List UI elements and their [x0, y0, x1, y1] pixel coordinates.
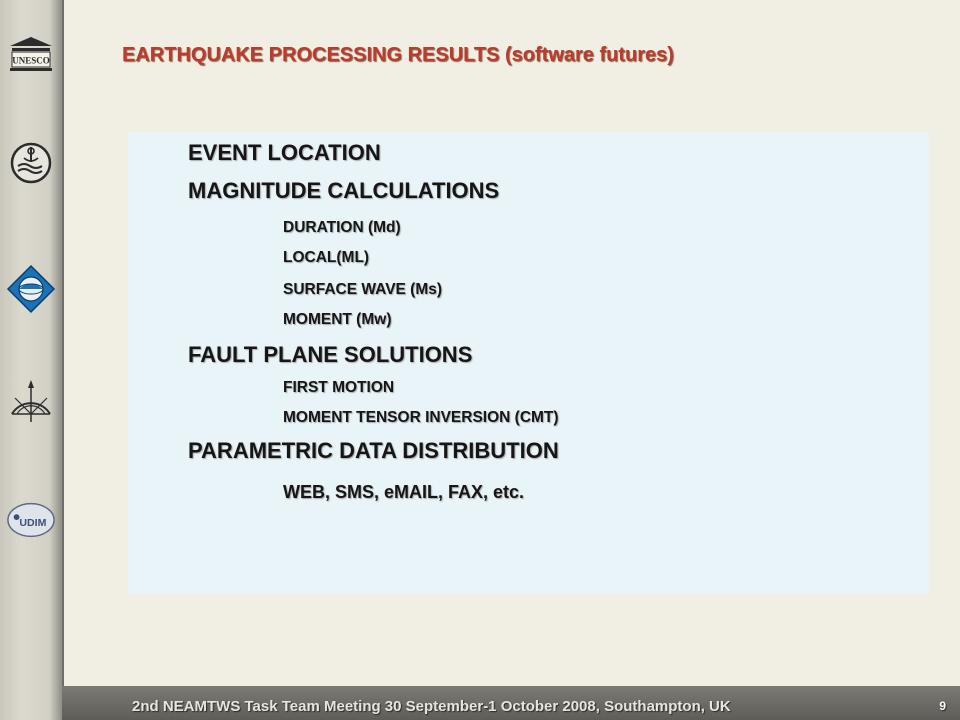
item-fault-plane-solutions: FAULT PLANE SOLUTIONS	[188, 342, 473, 367]
compass-logo	[6, 378, 56, 424]
ioc-logo	[6, 140, 56, 186]
item-first-motion: FIRST MOTION	[283, 379, 395, 396]
item-parametric-data-distribution: PARAMETRIC DATA DISTRIBUTION	[188, 438, 559, 463]
item-moment: MOMENT (Mw)	[283, 311, 392, 328]
page-number: 9	[939, 699, 946, 713]
item-distribution-channels: WEB, SMS, eMAIL, FAX, etc.	[283, 482, 525, 502]
diamond-globe-logo	[6, 266, 56, 312]
footer-bar	[62, 686, 960, 720]
udim-logo	[6, 497, 56, 543]
footer-text: 2nd NEAMTWS Task Team Meeting 30 September-1 October 2008, Southampton, UK	[132, 698, 731, 715]
item-local: LOCAL(ML)	[283, 249, 370, 266]
content-panel	[128, 132, 929, 594]
item-duration: DURATION (Md)	[283, 219, 401, 236]
slide-title: EARTHQUAKE PROCESSING RESULTS (software futures)	[122, 44, 674, 66]
item-magnitude-calculations: MAGNITUDE CALCULATIONS	[188, 178, 500, 203]
item-event-location: EVENT LOCATION	[188, 140, 381, 165]
logo-sidebar	[0, 0, 64, 720]
udim-logo-text: UDIM	[19, 516, 47, 529]
item-surface-wave: SURFACE WAVE (Ms)	[283, 281, 443, 298]
unesco-logo	[6, 32, 56, 78]
item-moment-tensor-inversion: MOMENT TENSOR INVERSION (CMT)	[283, 409, 559, 426]
unesco-logo-text: UNESCO	[12, 55, 50, 66]
